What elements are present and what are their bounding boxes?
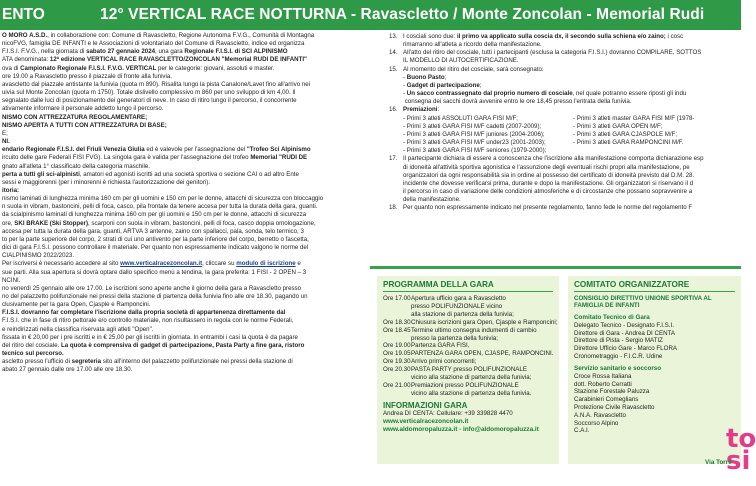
rule-text: , nel quale potranno essere riposti gli indu — [572, 90, 687, 98]
regulation-text: sue parti. Alla sua apertura si dovrà optare dallo specifico menù a tendina, la gara preferita: 1 FISI - 2 OPEN – 3 — [2, 268, 307, 276]
regulation-line — [2, 32, 380, 40]
regulation-text: clusivamente per la gara Open, Cjasple e Ramponcini. — [2, 301, 151, 309]
regulation-text: SKI BRAKE (Ski Stopper) — [14, 219, 88, 227]
regulation-text: ed è valevole per l'assegnazione del — [144, 146, 247, 154]
regulation-line — [2, 203, 380, 211]
rule-text: Il partecipante dichiara di essere a conoscenza che l'iscrizione alla manifestazione comporta dichiarazione esp — [403, 155, 704, 163]
regulation-line — [2, 211, 380, 219]
schedule-event: alla stazione di partenza della funivia; — [411, 310, 514, 318]
regulation-text: nicoFVG, famiglia DE INFANTI e le Associazioni di volontariato del Comune di Ravascletto, indice ed organizza — [2, 40, 305, 48]
regulation-line — [2, 171, 380, 179]
regulation-text: n suola in vibram, bastoncini, pelli di foca, casco, pila frontale da tenere accesa per tutta la durata della gara, guanti. — [2, 203, 318, 211]
rule-line — [389, 49, 741, 57]
program-schedule — [383, 295, 558, 398]
rule-line — [389, 90, 741, 98]
prize-row — [389, 123, 741, 131]
regulation-text: ircuito delle gare Federali FISI FVG). La singola gara è valida per l'assegnazione del trofeo — [2, 154, 251, 162]
regulation-text: NISMO CON ATTREZZATURA REGOLAMENTARE; — [2, 113, 148, 121]
rule-text: I cosciali sono due: — [403, 33, 457, 40]
regulation-line — [2, 301, 380, 309]
schedule-time — [383, 311, 411, 319]
organizer-subtitle-2: FAMIGLIA DE INFANTI — [574, 302, 640, 310]
regulation-text: NISMO APERTA A TUTTI CON ATTREZZATURA DI BASE; — [2, 121, 167, 129]
regulation-text: F.I.S.I. che in fase di ritiro pettorale e/o controllo materiale, non risultassero in regola con le norme Federali, — [2, 317, 294, 325]
tech-committee-member: Direttore di Gara - Andrea DI CENTA — [574, 329, 675, 337]
banner-title: 12° VERTICAL RACE NOTTURNA - Ravascletto / Monte Zoncolan - Memorial Rudi — [100, 6, 705, 23]
regulation-line — [2, 366, 380, 374]
schedule-time: Ore 18.30 — [383, 318, 411, 326]
rule-text: i cosc — [665, 33, 684, 40]
schedule-row — [383, 390, 553, 398]
regulation-line — [2, 260, 380, 268]
service-item: dott. Roberto Cerratti — [574, 380, 632, 388]
schedule-time — [383, 390, 411, 398]
schedule-event: Termine ultimo consegna indumenti di cambio — [411, 326, 537, 334]
schedule-time: Ore 20.30 — [383, 366, 411, 374]
logo-address: Via Torre — [705, 459, 732, 466]
tech-committee-member: Cronometraggio - F.I.C.R. Udine — [574, 353, 663, 360]
rule-line — [389, 188, 741, 196]
regulation-text: segreteria — [71, 358, 102, 366]
regulation-text: uivia sul Monte Zoncolan (quota m 1750). Totale dislivello complessivo m 860 per uno sviluppo di km 4,00. Il — [2, 89, 296, 97]
schedule-row — [383, 335, 553, 343]
regulation-line — [2, 236, 380, 244]
regulation-text: ascletto presso l'ufficio di — [2, 358, 72, 366]
regulation-line — [2, 122, 380, 130]
regulation-text: O MORO A.S.D. — [2, 32, 48, 39]
schedule-time: Ore 18.45 — [383, 326, 411, 334]
schedule-time: Ore 17.00 — [383, 295, 411, 302]
prize-row — [389, 115, 741, 123]
rule-text: Premiazioni — [403, 106, 438, 114]
regulation-text: e reindirizzati nella classifica riservata agli atleti "Open". — [2, 325, 154, 333]
schedule-event: presso la partenza della funivia; — [411, 334, 499, 342]
rule-text: ; — [479, 81, 482, 89]
organizer-subtitle-1: CONSIGLIO DIRETTIVO UNIONE SPORTIVA AL — [574, 295, 712, 302]
schedule-row — [383, 318, 558, 327]
regulation-line — [2, 179, 380, 187]
contact-link[interactable]: www.aldomoropaluzza.it - info@aldomoropaluzza.it — [383, 426, 539, 434]
regulation-text: , in collaborazione con: Comune di Ravascletto, Regione Autonoma F.V.G., Comunità di Montagna — [47, 32, 315, 39]
regulation-line — [2, 293, 380, 301]
schedule-event: Arrivo primi concorrenti; — [411, 358, 477, 366]
regulation-text: dici di gara F.I.S.I. possono controllare il materiale. Per quanto non espressamente indicato valgono le norme del — [2, 244, 309, 252]
schedule-row — [383, 295, 553, 303]
regulation-text: , una gara — [155, 48, 185, 56]
regulation-text: sito all'interno del palazzetto polifunzionale nei pressi della stazione di — [101, 358, 293, 366]
services-title: Servizio sanitario e soccorso — [574, 364, 662, 372]
regulation-line — [2, 56, 380, 64]
rule-line — [389, 57, 741, 65]
rule-text: di idoneità all'attività sportiva agonistica e l'assunzione degli eventuali rischi propri alla manifestazione, pe — [403, 163, 690, 171]
regulation-line — [2, 40, 380, 48]
regulation-text: Per iscriversi è necessario accedere al sito — [2, 260, 121, 268]
prize-item: - Primi 3 atleti GARA RAMPONCINI M/F. — [573, 139, 684, 147]
info-contact: Andrea DI CENTA: Cellulare: +39 339828 4470 — [383, 409, 513, 417]
rule-line — [389, 33, 741, 41]
regulation-line — [2, 163, 380, 171]
regulation-line — [2, 334, 380, 342]
schedule-event: Chiusura iscrizioni gara Open, Cjasple e Ramponcini; — [411, 318, 558, 326]
prize-item: - Primi 3 atleti master GARA FISI M/F (1978- — [573, 114, 695, 122]
schedule-row — [383, 342, 553, 350]
rule-text[interactable]: COMPILARE, SOTTOS — [636, 49, 702, 57]
schedule-row — [383, 382, 553, 390]
regulation-line — [2, 146, 380, 154]
rule-line — [389, 41, 741, 49]
logo — [716, 420, 756, 486]
prize-item: - Primi 3 atleti GARA OPEN M/F; — [573, 122, 663, 130]
rule-number: 18. — [389, 204, 398, 212]
regulation-text: to per la parte superiore del corpo, 2 strati di cui uno antivento per la parte inferiore del corpo, berretto o fascetta, — [2, 235, 309, 243]
rule-text: consegna dei sacchi dovrà avvenire entro le ore 18,45 presso l'entrata della funivia. — [403, 98, 632, 106]
rule-number: 15. — [389, 65, 398, 73]
prizes-list — [389, 115, 741, 156]
regulation-line — [2, 228, 380, 236]
rule-line — [389, 74, 741, 82]
regulation-text: F.I.S.I. F.V.G., nella giornata di — [2, 48, 87, 56]
schedule-event: Partenza GARA FISI, — [411, 342, 470, 350]
regulation-link[interactable]: modulo di iscrizione — [236, 260, 296, 268]
regulation-text: 12ª edizione VERTICAL RACE RAVASCLETTO/ZONCOLAN "Memorial RUDI DE INFANTI" — [49, 56, 307, 64]
rule-text: - — [403, 90, 407, 98]
regulation-text: per le categorie: giovani, assoluti e master. — [156, 64, 275, 72]
service-item: Croce Rossa Italiana — [574, 372, 632, 380]
schedule-row — [383, 374, 553, 382]
schedule-event: Premiazioni presso POLIFUNZIONALE — [411, 381, 519, 389]
schedule-row — [383, 358, 553, 366]
rule-line — [389, 196, 741, 204]
regulation-text: endario Regionale F.I.S.I. del Friuli Venezia Giulia — [2, 146, 145, 154]
regulation-line — [2, 326, 380, 334]
prize-item: - Primi 3 atleti GARA CJASPOLE M/F; — [573, 130, 678, 138]
regulation-text: del ritiro del cosciale. — [2, 341, 62, 349]
regulation-text: ova di — [2, 64, 21, 72]
regulation-text: , cliccare su — [202, 260, 237, 268]
regulation-line — [2, 48, 380, 56]
website-link[interactable]: www.verticalracezoncolan.it — [383, 417, 469, 425]
service-item: Soccorso Alpino — [574, 419, 619, 427]
regulation-text: ATA denominata: — [2, 56, 50, 64]
schedule-time: Ore 19.00 — [383, 342, 411, 350]
schedule-row — [383, 327, 553, 335]
logo-letter-line: si — [726, 446, 751, 476]
rule-text: . — [516, 57, 519, 65]
regulation-left-column — [0, 30, 380, 486]
services-list — [574, 373, 735, 435]
rules-tail-list — [389, 155, 741, 212]
rule-line — [389, 180, 741, 188]
regulation-text: , amatori ed agonisti iscritti ad una società sportiva o sezione CAI o ad altro Ente — [79, 170, 299, 178]
rule-text: Gadget di partecipazione — [406, 81, 480, 89]
regulation-line — [2, 269, 380, 277]
regulation-text: gnato all'atleta 1° classificato della categoria maschile. — [2, 162, 151, 170]
schedule-row — [383, 366, 553, 374]
regulation-line — [2, 105, 380, 113]
regulation-text: "Trofeo Sci Alpinismo — [246, 146, 311, 154]
regulation-line — [2, 89, 380, 97]
organizer-title: COMITATO ORGANIZZATORE — [574, 280, 735, 292]
schedule-time — [383, 374, 411, 382]
rule-text: : — [437, 106, 440, 114]
regulation-text: Memorial "RUDI DE — [250, 154, 308, 162]
regulation-text: NCINI. — [2, 276, 21, 284]
schedule-row — [383, 350, 553, 358]
regulation-line — [2, 138, 380, 146]
tech-committee-member: Delegato Tecnico - Designato F.I.S.I. — [574, 321, 674, 329]
prize-row — [389, 131, 741, 139]
regulation-text: E; — [2, 129, 8, 137]
regulation-text: NI. — [2, 138, 10, 146]
regulation-text: perta a tutti gli sci-alpinisti — [2, 170, 80, 178]
regulation-line — [2, 220, 380, 228]
schedule-time — [383, 335, 411, 343]
rule-text: il percorso in caso di variazione delle condizioni atmosferiche e di circostanze che possano sopravvenire a — [403, 187, 693, 195]
rule-line — [389, 172, 741, 180]
regulation-line — [2, 244, 380, 252]
rule-text: rimarranno all'atleta a ricordo della manifestazione. — [403, 41, 542, 49]
service-item: Protezione Civile Ravascletto — [574, 403, 655, 411]
regulation-text: tecnico sul percorso. — [2, 350, 64, 358]
prize-row — [389, 147, 741, 155]
schedule-time: Ore 21.00 — [383, 381, 411, 389]
regulation-line — [2, 342, 380, 350]
regulation-text: ore, — [2, 219, 15, 227]
rule-line — [389, 66, 741, 74]
prize-item: - Primi 3 atleti GARA FISI M/F under23 (2001-2003); — [403, 139, 546, 147]
rule-text: - — [403, 81, 407, 89]
regulation-line — [2, 358, 380, 366]
regulation-line — [2, 350, 380, 358]
regulation-text: Regionale F.I.S.I. di SCI ALPINISMO — [184, 48, 288, 56]
tech-committee-list — [574, 322, 735, 361]
regulation-text: accesa per tutta la durata della gara, guanti, ARTVA 3 antenne, zaino con spallacci, pala, sonda, telo termico, 3 — [2, 227, 304, 235]
regulation-line — [2, 97, 380, 105]
regulation-text: no venerdì 25 gennaio alle ore 17.00. Le iscrizioni sono aperte anche il giorno della gara a Ravascletto presso — [2, 284, 302, 292]
regulation-line — [2, 114, 380, 122]
regulation-text: no del palazzetto polifunzionale nei pressi della stazione di partenza della funivia fino alle ore 18.30, pagando un — [2, 293, 308, 300]
regulation-line — [2, 252, 380, 260]
rule-text: il primo va applicato sulla coscia dx, il secondo sulla schiena e/o zaino; — [456, 33, 666, 40]
schedule-event: vicino alla stazione di partenza della funivia; — [411, 374, 532, 382]
regulation-line — [2, 285, 380, 293]
regulation-text: ativamente informare il personale addetto lungo il percorso. — [2, 105, 164, 113]
schedule-row — [383, 303, 553, 311]
rule-number: 17. — [389, 155, 398, 163]
schedule-time: Ore 19.30 — [383, 358, 411, 366]
regulation-line — [2, 73, 380, 81]
prize-item: - Primi 3 atleti GARA FISI M/F cadetti (2007-2009); — [403, 122, 542, 130]
rule-text: - — [403, 73, 407, 81]
rule-line — [389, 164, 741, 172]
rule-text[interactable]: IL MODELLO DI AUTOCERTIFICAZIONE — [403, 57, 517, 65]
regulation-text: ore 19.00 a Ravascletto presso il piazzale di fronte alla funivia. — [2, 72, 172, 80]
regulation-text: itoria: — [2, 186, 20, 194]
rule-text: della manifestazione. — [403, 196, 461, 204]
tech-committee-member: Direttore di Pista - Sergio MATIZ — [574, 337, 663, 345]
regulation-line — [2, 309, 380, 317]
schedule-row — [383, 311, 553, 319]
regulation-text: sabato 27 gennaio 2024 — [86, 48, 156, 56]
program-box — [377, 276, 559, 464]
schedule-time — [383, 303, 411, 311]
rule-text: Buono Pasto — [406, 73, 445, 81]
regulation-line — [2, 154, 380, 162]
regulation-line — [2, 317, 380, 325]
rule-line — [389, 204, 741, 212]
regulation-line — [2, 65, 380, 73]
regulation-text: CIALPINISMO 2022/2023. — [2, 252, 75, 260]
rule-text: organizzatori da ogni responsabilità sia in ordine al possesso del certificato di idoneità previsto dal D.M. 28. — [403, 171, 695, 179]
schedule-event: Apertura ufficio gara a Ravascletto — [411, 295, 506, 302]
regulation-text: abato 27 gennaio dalle ore 17.00 alle ore 18.30. — [2, 366, 133, 374]
title-banner — [0, 0, 741, 30]
rule-text: Per quanto non espressamente indicato nel presente regolamento, fanno fede le norme del regolamento F — [403, 204, 693, 212]
regulation-text: avascletto dal piazzale antistante la funivia (quota m 890). Risalita lungo la pista Canalone/Lavet fino all'arrivo nei — [2, 80, 311, 88]
regulation-text: fissata in € 20,00 per i pre iscritti e in € 25,00 per gli iscritti in giornata. In entrambi i casi la quota è da pagare — [2, 333, 298, 341]
regulation-text: segnalato dalle luci di posizionamento dei generatori di neve. In caso di ritiro lungo il percorso, il concorrente — [2, 97, 297, 105]
rule-text: incidente che dovesse verificarsi prima, durante e dopo la manifestazione. Gli organizzatori si riservano il d — [403, 179, 694, 187]
regulation-line — [2, 130, 380, 138]
regulation-text: nismo laminati di lunghezza minima 160 cm per gli uomini e 150 cm per le donne, attacchi di sicurezza con bloccaggio — [2, 195, 324, 203]
schedule-event: presso POLIFUNZIONALE vicino — [411, 302, 503, 310]
prize-item: - Primi 3 atleti ASSOLUTI GARA FISI M/F; — [403, 114, 518, 122]
info-title: INFORMAZIONI GARA — [383, 400, 468, 410]
regulation-text: Campionato Regionale F.I.S.I. F.V.G. VERTICAL — [20, 64, 157, 72]
rules-list — [389, 33, 741, 115]
banner-left-word: ENTO — [2, 6, 45, 23]
regulation-right-column — [383, 30, 741, 266]
rule-line — [389, 155, 741, 163]
regulation-line — [2, 195, 380, 203]
rule-line — [389, 98, 741, 106]
schedule-time: Ore 19.05 — [383, 350, 411, 358]
service-item: C.A.I. — [574, 427, 590, 435]
regulation-text: , scarponi con suola in vibram, bastoncini, pelli di foca, casco doppia omologazione, — [88, 219, 316, 227]
rule-line — [389, 82, 741, 90]
rule-number: 13. — [389, 33, 398, 40]
rule-text: All'atto del ritiro del cosciale, tutti i partecipanti (esclusa la categoria F.I.S.I.) dovranno — [403, 49, 637, 57]
section-divider — [370, 266, 741, 269]
regulation-line — [2, 81, 380, 89]
tech-committee-title: Comitato Tecnico di Gara — [574, 313, 650, 321]
regulation-line — [2, 187, 380, 195]
rule-number: 14. — [389, 49, 398, 57]
service-item: A.N.A. Ravascletto — [574, 411, 626, 419]
rule-text: Al momento del ritiro del cosciale, sarà consegnato: — [403, 65, 544, 73]
regulation-text: da scialpinismo laminati di lunghezza minima 160 cm per gli uomini e 150 cm per le donne, attacchi di sicurezza — [2, 211, 307, 219]
schedule-event: vicino alla stazione di partenza della funivia. — [411, 389, 532, 397]
schedule-event: PASTA PARTY presso POLIFUNZIONALE — [411, 366, 527, 374]
prize-row — [389, 139, 741, 147]
tech-committee-member: Direttore Ufficio Gare - Marco FLORA — [574, 345, 678, 353]
rule-text: ; — [444, 73, 447, 81]
schedule-event: PARTENZA GARA OPEN, CJASPE, RAMPONCINI. — [411, 350, 554, 358]
prize-item: - Primi 3 atleti GARA FISI M/F juniores (2004-2006); — [403, 130, 545, 138]
program-title: PROGRAMMA DELLA GARA — [383, 280, 553, 292]
rule-number: 16. — [389, 106, 398, 114]
regulation-text: sessi e maggiorenni (per i minorenni è richiesta l'autorizzazione dei genitori). — [2, 178, 211, 186]
regulation-text: La quota è comprensiva di gadget di partecipazione, Pasta Party a fine gara, ristoro — [61, 341, 305, 349]
logo-letter-line: to — [726, 424, 756, 454]
prize-item: - Primi 3 atleti GARA FISI M/F seniores (1979-2000); — [403, 147, 547, 155]
regulation-text: e — [295, 260, 301, 268]
regulation-link[interactable]: www.verticalracezoncolan.it — [120, 260, 203, 268]
rule-text: Un sacco contrassegnato dal proprio numero di cosciale — [406, 90, 573, 98]
rule-line — [389, 106, 741, 114]
service-item: Stazione Forestale Paluzza — [574, 388, 650, 396]
service-item: Carabinieri Comeglians — [574, 396, 639, 404]
regulation-text: F.I.S.I. dovranno far completare l'iscrizione dalla propria società di appartenenza direttamente dal — [2, 309, 286, 317]
regulation-line — [2, 277, 380, 285]
